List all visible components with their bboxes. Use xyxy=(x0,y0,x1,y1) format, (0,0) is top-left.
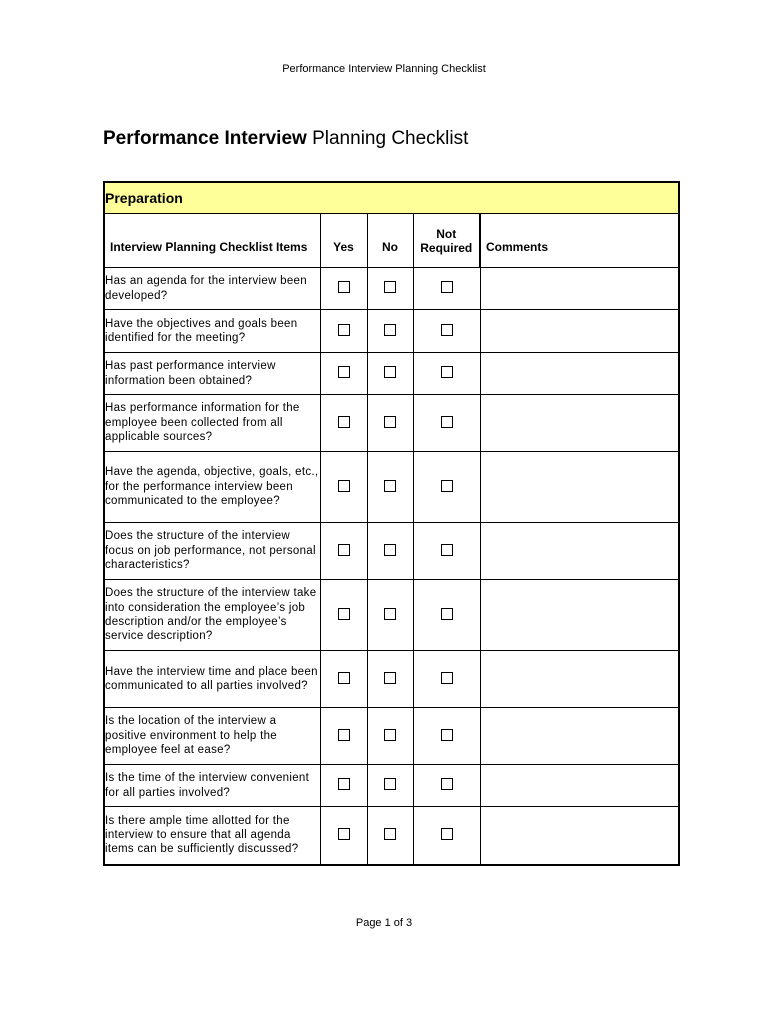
yes-checkbox[interactable] xyxy=(338,828,350,840)
no-checkbox[interactable] xyxy=(384,729,396,741)
page-title-regular: Planning Checklist xyxy=(312,128,469,149)
column-header-no: No xyxy=(367,214,413,268)
column-header-yes: Yes xyxy=(320,214,367,268)
checklist-item-text: Is the location of the interview a positive environment to help the employee feel at ease? xyxy=(104,708,320,765)
page-title xyxy=(103,128,468,150)
no-checkbox[interactable] xyxy=(384,608,396,620)
no-checkbox[interactable] xyxy=(384,480,396,492)
not-required-checkbox[interactable] xyxy=(441,366,453,378)
table-row xyxy=(104,523,679,580)
comments-field[interactable] xyxy=(480,807,679,865)
not-required-checkbox[interactable] xyxy=(441,324,453,336)
running-header: Performance Interview Planning Checklist xyxy=(282,63,486,75)
not-required-checkbox[interactable] xyxy=(441,416,453,428)
not-required-checkbox[interactable] xyxy=(441,281,453,293)
yes-checkbox[interactable] xyxy=(338,366,350,378)
not-required-checkbox[interactable] xyxy=(441,672,453,684)
not-required-checkbox[interactable] xyxy=(441,480,453,492)
not-required-checkbox[interactable] xyxy=(441,828,453,840)
no-checkbox[interactable] xyxy=(384,416,396,428)
checklist-item-text: Is there ample time allotted for the interview to ensure that all agenda items can be sufficiently discussed? xyxy=(104,807,320,865)
checklist-item-text: Is the time of the interview convenient for all parties involved? xyxy=(104,765,320,807)
yes-checkbox[interactable] xyxy=(338,778,350,790)
comments-field[interactable] xyxy=(480,765,679,807)
no-checkbox[interactable] xyxy=(384,778,396,790)
comments-field[interactable] xyxy=(480,708,679,765)
checklist-item-text: Have the agenda, objective, goals, etc., for the performance interview been communicated to the employee? xyxy=(104,452,320,523)
comments-field[interactable] xyxy=(480,580,679,651)
table-row xyxy=(104,268,679,310)
page-number: Page 1 of 3 xyxy=(355,917,413,929)
no-checkbox[interactable] xyxy=(384,324,396,336)
no-checkbox[interactable] xyxy=(384,828,396,840)
column-header-not-required xyxy=(413,214,480,268)
not-required-checkbox[interactable] xyxy=(441,608,453,620)
table-row xyxy=(104,452,679,523)
yes-checkbox[interactable] xyxy=(338,544,350,556)
yes-checkbox[interactable] xyxy=(338,729,350,741)
checklist-item-text: Does the structure of the interview take into consideration the employee’s job description and/or the employee’s service description? xyxy=(104,580,320,651)
no-checkbox[interactable] xyxy=(384,544,396,556)
not-required-checkbox[interactable] xyxy=(441,544,453,556)
table-row xyxy=(104,353,679,395)
column-header-items: Interview Planning Checklist Items xyxy=(104,214,320,268)
no-checkbox[interactable] xyxy=(384,366,396,378)
yes-checkbox[interactable] xyxy=(338,324,350,336)
table-row xyxy=(104,807,679,865)
comments-field[interactable] xyxy=(480,268,679,310)
checklist-table xyxy=(103,181,680,866)
checklist-item-text: Have the interview time and place been communicated to all parties involved? xyxy=(104,651,320,708)
yes-checkbox[interactable] xyxy=(338,281,350,293)
comments-field[interactable] xyxy=(480,651,679,708)
table-row xyxy=(104,580,679,651)
no-checkbox[interactable] xyxy=(384,672,396,684)
comments-field[interactable] xyxy=(480,353,679,395)
no-checkbox[interactable] xyxy=(384,281,396,293)
yes-checkbox[interactable] xyxy=(338,480,350,492)
not-required-line1: Not xyxy=(436,226,457,241)
not-required-checkbox[interactable] xyxy=(441,778,453,790)
checklist-item-text: Has performance information for the employee been collected from all applicable sources? xyxy=(104,395,320,452)
yes-checkbox[interactable] xyxy=(338,416,350,428)
table-row xyxy=(104,395,679,452)
page-title-bold: Performance Interview xyxy=(103,128,307,149)
table-row xyxy=(104,310,679,353)
table-row xyxy=(104,765,679,807)
section-label: Preparation xyxy=(104,182,679,214)
checklist-item-text: Have the objectives and goals been identified for the meeting? xyxy=(104,310,320,353)
section-row xyxy=(104,182,679,214)
comments-field[interactable] xyxy=(480,310,679,353)
comments-field[interactable] xyxy=(480,395,679,452)
comments-field[interactable] xyxy=(480,523,679,580)
yes-checkbox[interactable] xyxy=(338,672,350,684)
checklist-item-text: Does the structure of the interview focus on job performance, not personal characteristics? xyxy=(104,523,320,580)
table-row xyxy=(104,651,679,708)
column-header-comments: Comments xyxy=(480,214,679,268)
checklist-item-text: Has past performance interview information been obtained? xyxy=(104,353,320,395)
not-required-line2: Required xyxy=(420,240,473,255)
yes-checkbox[interactable] xyxy=(338,608,350,620)
table-row xyxy=(104,708,679,765)
comments-field[interactable] xyxy=(480,452,679,523)
not-required-checkbox[interactable] xyxy=(441,729,453,741)
column-header-row xyxy=(104,214,679,268)
checklist-item-text: Has an agenda for the interview been developed? xyxy=(104,268,320,310)
